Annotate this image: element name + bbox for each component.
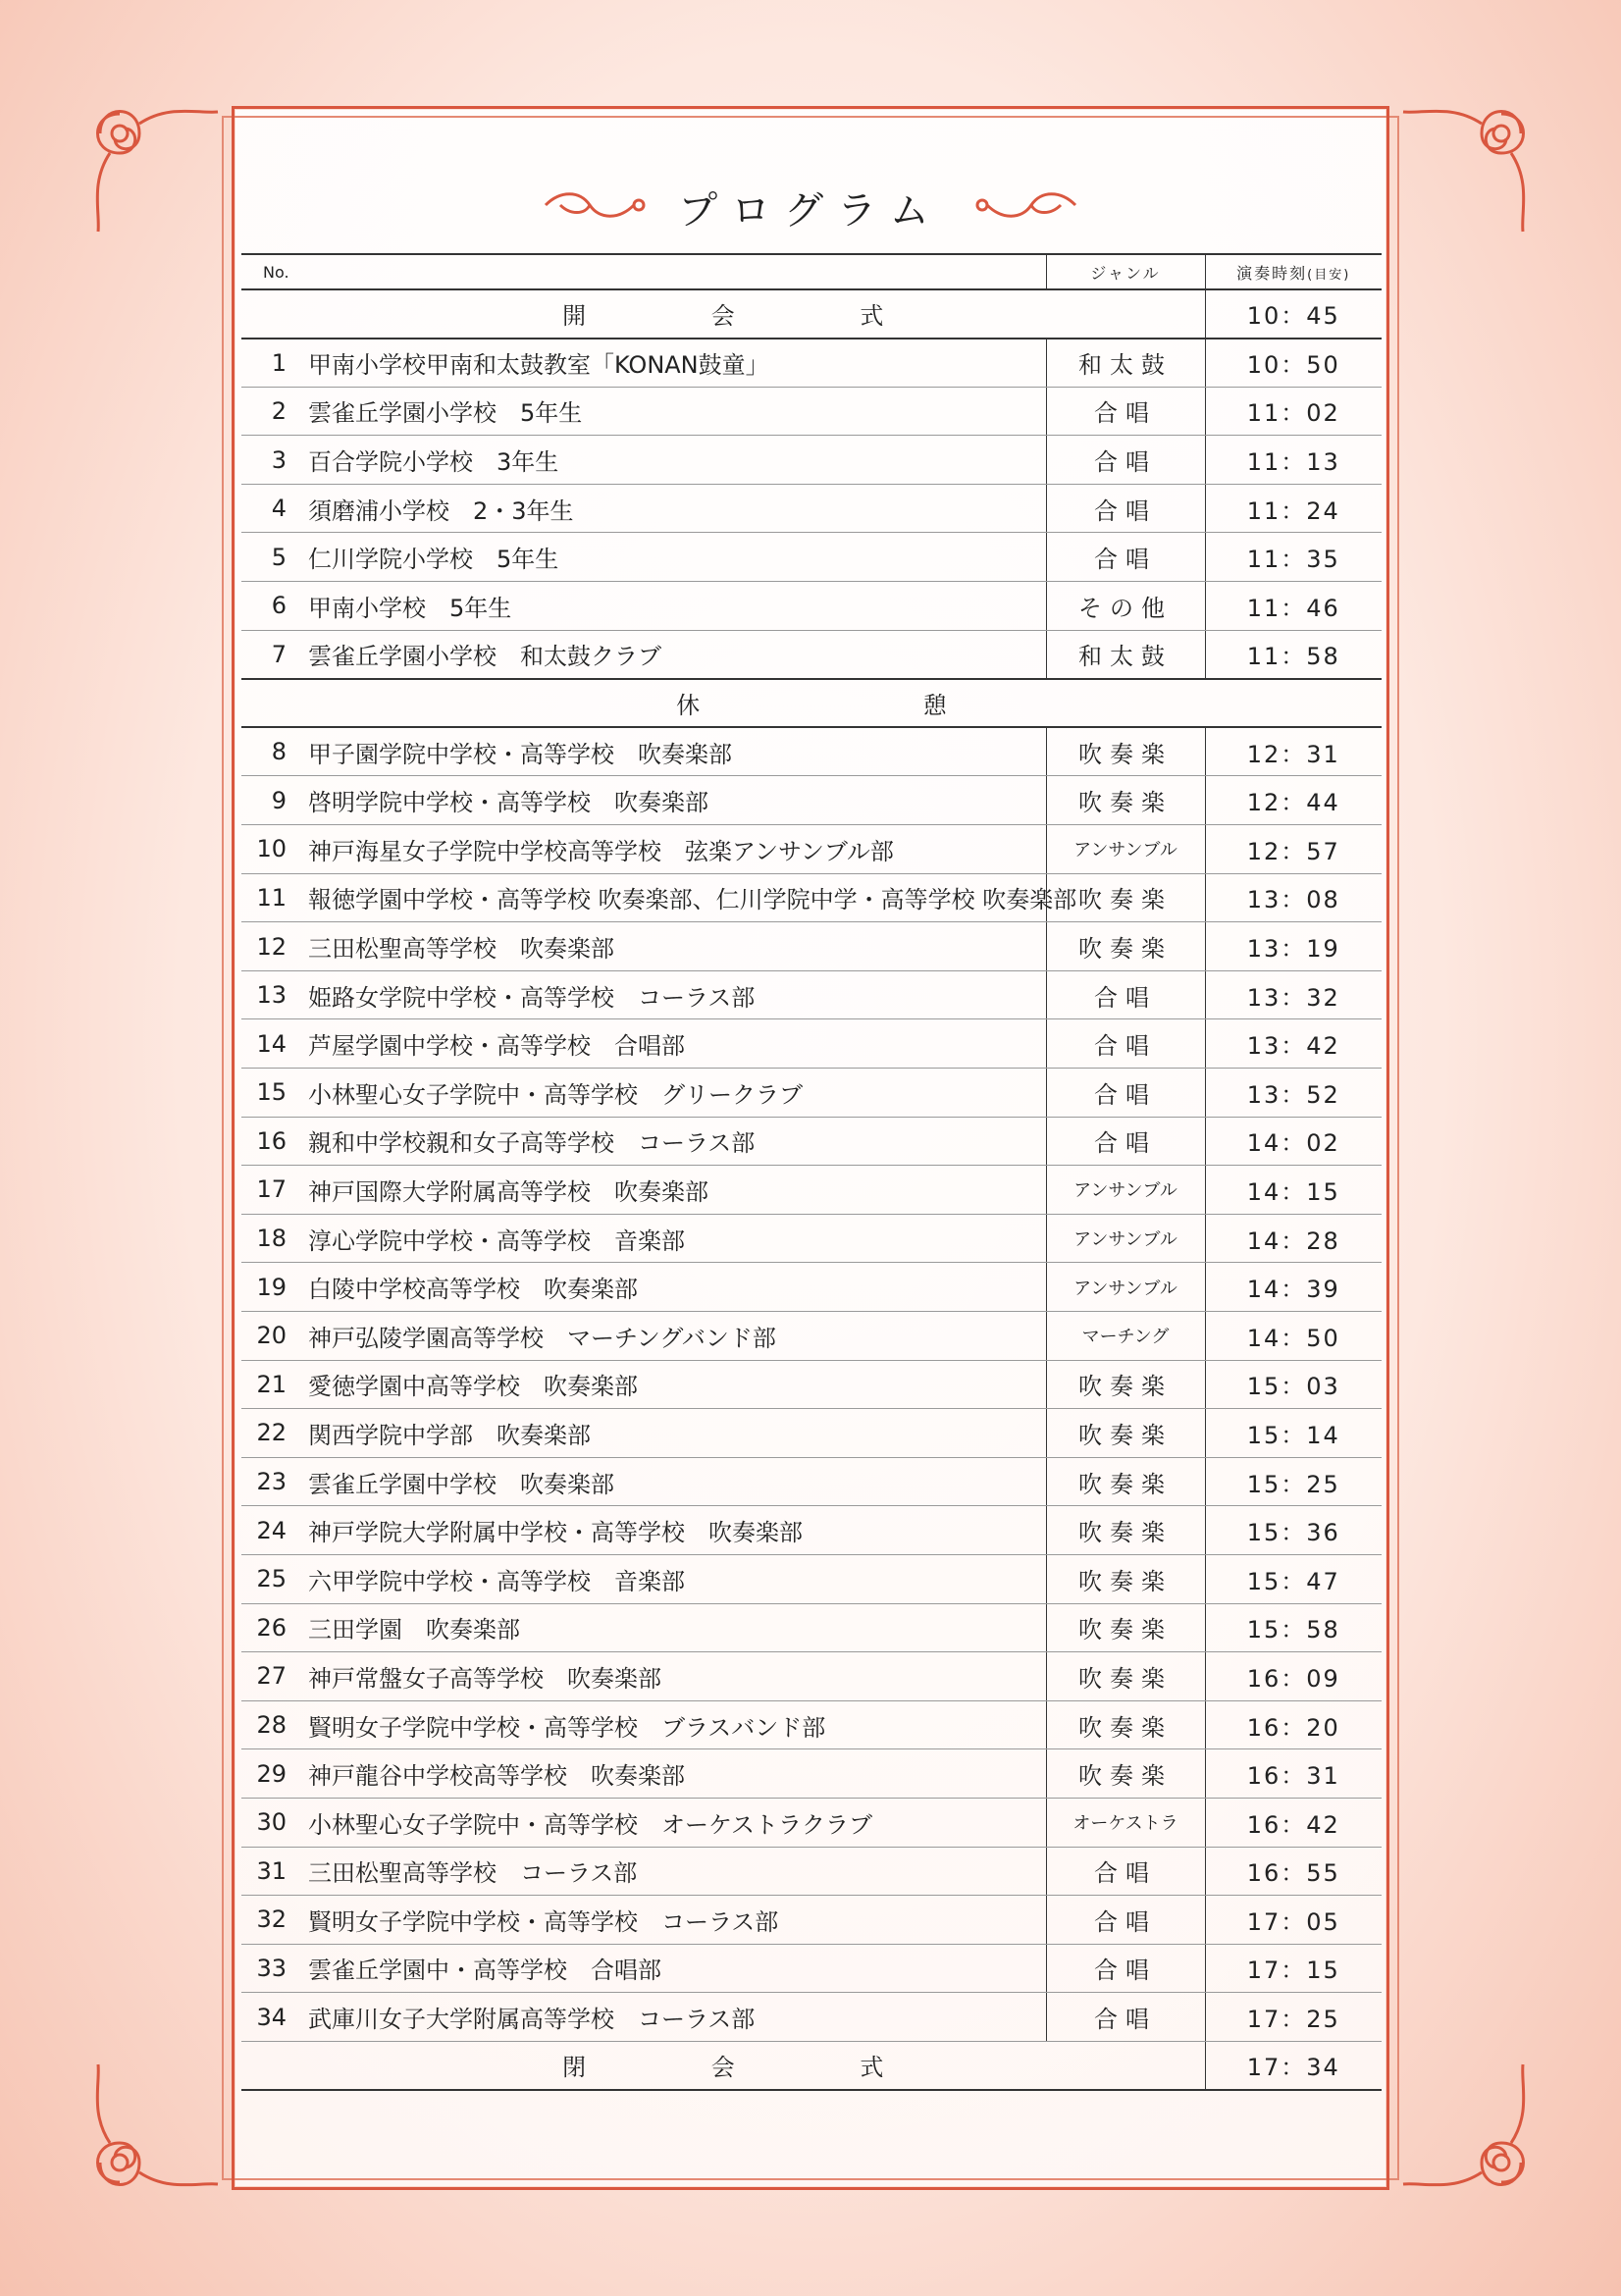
row-number: 17 (241, 1166, 300, 1215)
row-time: 11：13 (1205, 436, 1382, 485)
row-time: 14：15 (1205, 1166, 1382, 1215)
row-number: 21 (241, 1360, 300, 1409)
table-row (241, 1311, 1382, 1360)
table-row (241, 1457, 1382, 1506)
row-genre: 吹奏楽 (1046, 1652, 1205, 1701)
row-genre: 合唱 (1046, 1944, 1205, 1993)
header-no: No. (241, 254, 1046, 289)
row-number: 23 (241, 1457, 300, 1506)
program-table (241, 253, 1382, 2091)
row-genre: マーチング (1046, 1311, 1205, 1360)
corner-ornament-top-right (1393, 94, 1541, 241)
row-genre: 合唱 (1046, 1896, 1205, 1945)
row-performer: 雲雀丘学園小学校 和太鼓クラブ (300, 630, 1046, 679)
row-performer: 賢明女子学院中学校・高等学校 ブラスバンド部 (300, 1700, 1046, 1749)
row-number: 29 (241, 1749, 300, 1799)
row-performer: 雲雀丘学園中・高等学校 合唱部 (300, 1944, 1046, 1993)
closing-row (241, 2041, 1382, 2090)
row-performer: 三田学園 吹奏楽部 (300, 1603, 1046, 1652)
row-number: 22 (241, 1409, 300, 1458)
row-number: 5 (241, 533, 300, 582)
row-number: 26 (241, 1603, 300, 1652)
row-genre: 合唱 (1046, 1847, 1205, 1896)
row-genre: 吹奏楽 (1046, 922, 1205, 971)
row-performer: 賢明女子学院中学校・高等学校 コーラス部 (300, 1896, 1046, 1945)
opening-label: 開 会 式 (241, 289, 1205, 339)
row-genre: 合唱 (1046, 1117, 1205, 1166)
row-time: 17：25 (1205, 1993, 1382, 2042)
table-row (241, 1749, 1382, 1799)
row-number: 1 (241, 339, 300, 388)
row-genre: 合唱 (1046, 1069, 1205, 1118)
row-number: 2 (241, 387, 300, 436)
row-number: 13 (241, 970, 300, 1019)
row-time: 12：31 (1205, 727, 1382, 776)
row-performer: 仁川学院小学校 5年生 (300, 533, 1046, 582)
table-row (241, 1652, 1382, 1701)
table-row (241, 1506, 1382, 1555)
opening-row (241, 289, 1382, 339)
row-number: 28 (241, 1700, 300, 1749)
row-number: 25 (241, 1554, 300, 1603)
table-row (241, 582, 1382, 631)
flourish-right-icon (972, 185, 1080, 229)
closing-time: 17：34 (1205, 2041, 1382, 2090)
row-time: 12：57 (1205, 825, 1382, 874)
row-genre: 合唱 (1046, 436, 1205, 485)
row-time: 11：02 (1205, 387, 1382, 436)
row-number: 34 (241, 1993, 300, 2042)
corner-ornament-top-left (80, 94, 228, 241)
row-performer: 報徳学園中学校・高等学校 吹奏楽部、仁川学院中学・高等学校 吹奏楽部 (300, 873, 1046, 922)
row-genre: アンサンブル (1046, 825, 1205, 874)
table-row (241, 1603, 1382, 1652)
row-time: 13：52 (1205, 1069, 1382, 1118)
row-time: 13：08 (1205, 873, 1382, 922)
row-number: 10 (241, 825, 300, 874)
header-time-label: 演奏時刻 (1236, 263, 1308, 283)
row-time: 13：42 (1205, 1019, 1382, 1069)
ornament-icon (1393, 2055, 1541, 2202)
row-number: 4 (241, 484, 300, 533)
row-performer: 甲南小学校 5年生 (300, 582, 1046, 631)
table-row (241, 630, 1382, 679)
row-number: 15 (241, 1069, 300, 1118)
row-performer: 雲雀丘学園中学校 吹奏楽部 (300, 1457, 1046, 1506)
table-row (241, 533, 1382, 582)
break-label: 休 憩 (241, 679, 1382, 728)
row-genre: 吹奏楽 (1046, 776, 1205, 825)
row-genre: 吹奏楽 (1046, 1700, 1205, 1749)
row-performer: 雲雀丘学園小学校 5年生 (300, 387, 1046, 436)
header-time (1205, 254, 1382, 289)
row-performer: 百合学院小学校 3年生 (300, 436, 1046, 485)
row-performer: 小林聖心女子学院中・高等学校 オーケストラクラブ (300, 1798, 1046, 1847)
page-title: プログラム (678, 187, 943, 234)
row-performer: 啓明学院中学校・高等学校 吹奏楽部 (300, 776, 1046, 825)
row-number: 12 (241, 922, 300, 971)
table-row (241, 1166, 1382, 1215)
row-performer: 六甲学院中学校・高等学校 音楽部 (300, 1554, 1046, 1603)
row-number: 14 (241, 1019, 300, 1069)
table-row (241, 1944, 1382, 1993)
row-time: 14：50 (1205, 1311, 1382, 1360)
row-time: 16：55 (1205, 1847, 1382, 1896)
row-genre: 吹奏楽 (1046, 1749, 1205, 1799)
row-time: 14：02 (1205, 1117, 1382, 1166)
row-number: 20 (241, 1311, 300, 1360)
row-performer: 武庫川女子大学附属高等学校 コーラス部 (300, 1993, 1046, 2042)
row-genre: 合唱 (1046, 533, 1205, 582)
row-genre: 吹奏楽 (1046, 727, 1205, 776)
row-time: 15：36 (1205, 1506, 1382, 1555)
row-number: 19 (241, 1263, 300, 1312)
row-genre: 合唱 (1046, 1019, 1205, 1069)
row-genre: 合唱 (1046, 970, 1205, 1019)
row-time: 10：50 (1205, 339, 1382, 388)
row-time: 13：19 (1205, 922, 1382, 971)
row-genre: オーケストラ (1046, 1798, 1205, 1847)
row-time: 13：32 (1205, 970, 1382, 1019)
row-time: 16：42 (1205, 1798, 1382, 1847)
row-time: 17：15 (1205, 1944, 1382, 1993)
row-performer: 須磨浦小学校 2・3年生 (300, 484, 1046, 533)
row-performer: 三田松聖高等学校 コーラス部 (300, 1847, 1046, 1896)
table-row (241, 922, 1382, 971)
table-row (241, 1798, 1382, 1847)
title-area (530, 173, 1091, 241)
table-row (241, 1263, 1382, 1312)
row-performer: 愛徳学園中高等学校 吹奏楽部 (300, 1360, 1046, 1409)
row-performer: 淳心学院中学校・高等学校 音楽部 (300, 1214, 1046, 1263)
row-number: 8 (241, 727, 300, 776)
row-time: 15：25 (1205, 1457, 1382, 1506)
table-row (241, 727, 1382, 776)
table-row (241, 1019, 1382, 1069)
row-time: 11：46 (1205, 582, 1382, 631)
row-performer: 神戸国際大学附属高等学校 吹奏楽部 (300, 1166, 1046, 1215)
row-genre: 合唱 (1046, 1993, 1205, 2042)
row-time: 11：24 (1205, 484, 1382, 533)
row-time: 15：47 (1205, 1554, 1382, 1603)
table-row (241, 776, 1382, 825)
ornament-icon (80, 2055, 228, 2202)
row-time: 14：28 (1205, 1214, 1382, 1263)
row-time: 16：20 (1205, 1700, 1382, 1749)
row-genre: アンサンブル (1046, 1263, 1205, 1312)
row-performer: 白陵中学校高等学校 吹奏楽部 (300, 1263, 1046, 1312)
row-genre: 吹奏楽 (1046, 1506, 1205, 1555)
ornament-icon (1393, 94, 1541, 241)
row-genre: 合唱 (1046, 387, 1205, 436)
row-time: 12：44 (1205, 776, 1382, 825)
row-number: 31 (241, 1847, 300, 1896)
ornament-icon (80, 94, 228, 241)
row-time: 16：31 (1205, 1749, 1382, 1799)
row-number: 6 (241, 582, 300, 631)
row-genre: 吹奏楽 (1046, 1457, 1205, 1506)
row-time: 11：58 (1205, 630, 1382, 679)
header-time-note: (目安) (1307, 267, 1351, 283)
row-time: 17：05 (1205, 1896, 1382, 1945)
row-performer: 親和中学校親和女子高等学校 コーラス部 (300, 1117, 1046, 1166)
row-number: 11 (241, 873, 300, 922)
row-genre: アンサンブル (1046, 1166, 1205, 1215)
row-number: 7 (241, 630, 300, 679)
corner-ornament-bottom-left (80, 2055, 228, 2202)
row-number: 3 (241, 436, 300, 485)
table-header-row (241, 254, 1382, 289)
row-genre: 吹奏楽 (1046, 1554, 1205, 1603)
row-performer: 関西学院中学部 吹奏楽部 (300, 1409, 1046, 1458)
row-genre: 和太鼓 (1046, 630, 1205, 679)
table-row (241, 1896, 1382, 1945)
row-number: 16 (241, 1117, 300, 1166)
row-performer: 神戸龍谷中学校高等学校 吹奏楽部 (300, 1749, 1046, 1799)
table-row (241, 1847, 1382, 1896)
row-time: 15：58 (1205, 1603, 1382, 1652)
table-row (241, 339, 1382, 388)
row-performer: 甲南小学校甲南和太鼓教室「KONAN鼓童」 (300, 339, 1046, 388)
table-row (241, 970, 1382, 1019)
row-number: 32 (241, 1896, 300, 1945)
row-number: 27 (241, 1652, 300, 1701)
row-genre: その他 (1046, 582, 1205, 631)
row-performer: 甲子園学院中学校・高等学校 吹奏楽部 (300, 727, 1046, 776)
row-number: 33 (241, 1944, 300, 1993)
table-row (241, 436, 1382, 485)
row-genre: 吹奏楽 (1046, 1409, 1205, 1458)
table-row (241, 1554, 1382, 1603)
row-performer: 小林聖心女子学院中・高等学校 グリークラブ (300, 1069, 1046, 1118)
table-row (241, 1993, 1382, 2042)
row-time: 16：09 (1205, 1652, 1382, 1701)
opening-time: 10：45 (1205, 289, 1382, 339)
table-row (241, 1117, 1382, 1166)
corner-ornament-bottom-right (1393, 2055, 1541, 2202)
row-performer: 神戸常盤女子高等学校 吹奏楽部 (300, 1652, 1046, 1701)
row-performer: 姫路女学院中学校・高等学校 コーラス部 (300, 970, 1046, 1019)
table-row (241, 873, 1382, 922)
row-number: 30 (241, 1798, 300, 1847)
closing-label: 閉 会 式 (241, 2041, 1205, 2090)
row-performer: 三田松聖高等学校 吹奏楽部 (300, 922, 1046, 971)
row-genre: 吹奏楽 (1046, 1360, 1205, 1409)
table-row (241, 1700, 1382, 1749)
flourish-left-icon (541, 185, 649, 229)
row-number: 18 (241, 1214, 300, 1263)
table-row (241, 387, 1382, 436)
row-genre: 和太鼓 (1046, 339, 1205, 388)
table-row (241, 1214, 1382, 1263)
table-row (241, 484, 1382, 533)
row-genre: 合唱 (1046, 484, 1205, 533)
table-row (241, 1409, 1382, 1458)
row-genre: 吹奏楽 (1046, 873, 1205, 922)
table-row (241, 825, 1382, 874)
table-row (241, 1069, 1382, 1118)
break-row (241, 679, 1382, 728)
row-genre: 吹奏楽 (1046, 1603, 1205, 1652)
row-performer: 神戸学院大学附属中学校・高等学校 吹奏楽部 (300, 1506, 1046, 1555)
table-row (241, 1360, 1382, 1409)
row-performer: 芦屋学園中学校・高等学校 合唱部 (300, 1019, 1046, 1069)
row-genre: アンサンブル (1046, 1214, 1205, 1263)
row-time: 11：35 (1205, 533, 1382, 582)
row-time: 15：03 (1205, 1360, 1382, 1409)
row-performer: 神戸弘陵学園高等学校 マーチングバンド部 (300, 1311, 1046, 1360)
table-body (241, 289, 1382, 2090)
header-genre: ジャンル (1046, 254, 1205, 289)
row-number: 9 (241, 776, 300, 825)
row-performer: 神戸海星女子学院中学校高等学校 弦楽アンサンブル部 (300, 825, 1046, 874)
row-time: 15：14 (1205, 1409, 1382, 1458)
row-number: 24 (241, 1506, 300, 1555)
row-time: 14：39 (1205, 1263, 1382, 1312)
